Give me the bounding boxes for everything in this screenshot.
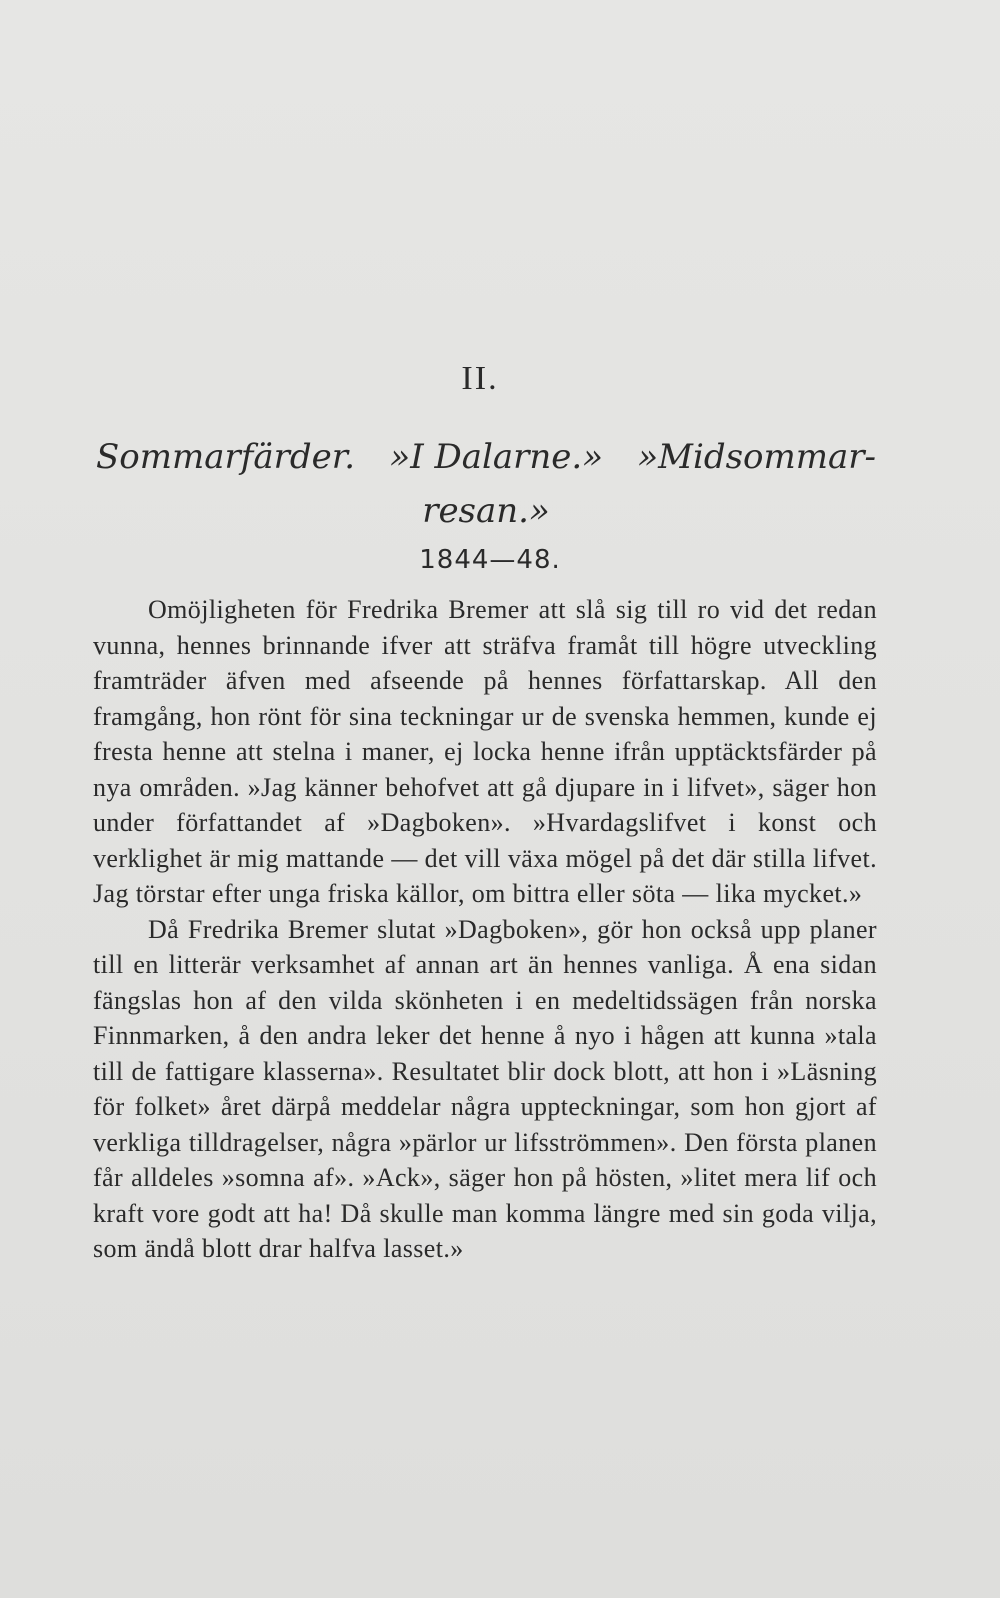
chapter-title-line-1 bbox=[96, 430, 876, 484]
chapter-title-part-2: »I Dalarne.» bbox=[389, 437, 604, 477]
chapter-years: 1844—48. bbox=[419, 545, 561, 575]
chapter-title-line-2 bbox=[96, 484, 876, 538]
paragraph: Då Fredrika Bremer slutat »Dagboken», gör hon också upp planer till en litterär verksamhet af annan art än hennes vanliga. Å ena sidan fängslas hon af den vilda skönheten i en medeltidssägen från norska Finnmarken, å den andra leker det henne å nyo i hågen att kunna »tala till de fattigare klasserna». Resultatet blir dock blott, att hon i »Läsning för folket» året därpå meddelar några uppteckningar, som hon gjort af verkliga tilldragelser, några »pärlor ur lifsströmmen». Den första planen får alldeles »somna af». »Ack», säger hon på hösten, »litet mera lif och kraft vore godt att ha! Då skulle man komma längre med sin goda vilja, som ändå blott drar halfva lasset.» bbox=[93, 914, 877, 1263]
chapter-title-part-1: Sommarfärder. bbox=[96, 437, 356, 477]
chapter-title-part-4: resan.» bbox=[422, 491, 550, 531]
chapter-title-part-3: »Midsommar- bbox=[637, 437, 876, 477]
chapter-title bbox=[96, 430, 876, 538]
chapter-number: II. bbox=[461, 360, 499, 397]
body-text bbox=[93, 592, 877, 1267]
paragraph: Omöjligheten för Fredrika Bremer att slå sig till ro vid det redan vunna, hennes brinnande ifver att sträfva framåt till högre utveckling framträder äfven med afseende på hennes författarskap. All den framgång, hon rönt för sina teckningar ur de svenska hemmen, kunde ej fresta henne att stelna i maner, ej locka henne ifrån upptäcktsfärder på nya områden. »Jag känner behofvet att gå djupare in i lifvet», säger hon under författandet af »Dagboken». »Hvardagslifvet i konst och verklighet är mig mattande — det vill växa mögel på det där stilla lifvet. Jag törstar efter unga friska källor, om bittra eller söta — lika mycket.» bbox=[93, 595, 877, 908]
